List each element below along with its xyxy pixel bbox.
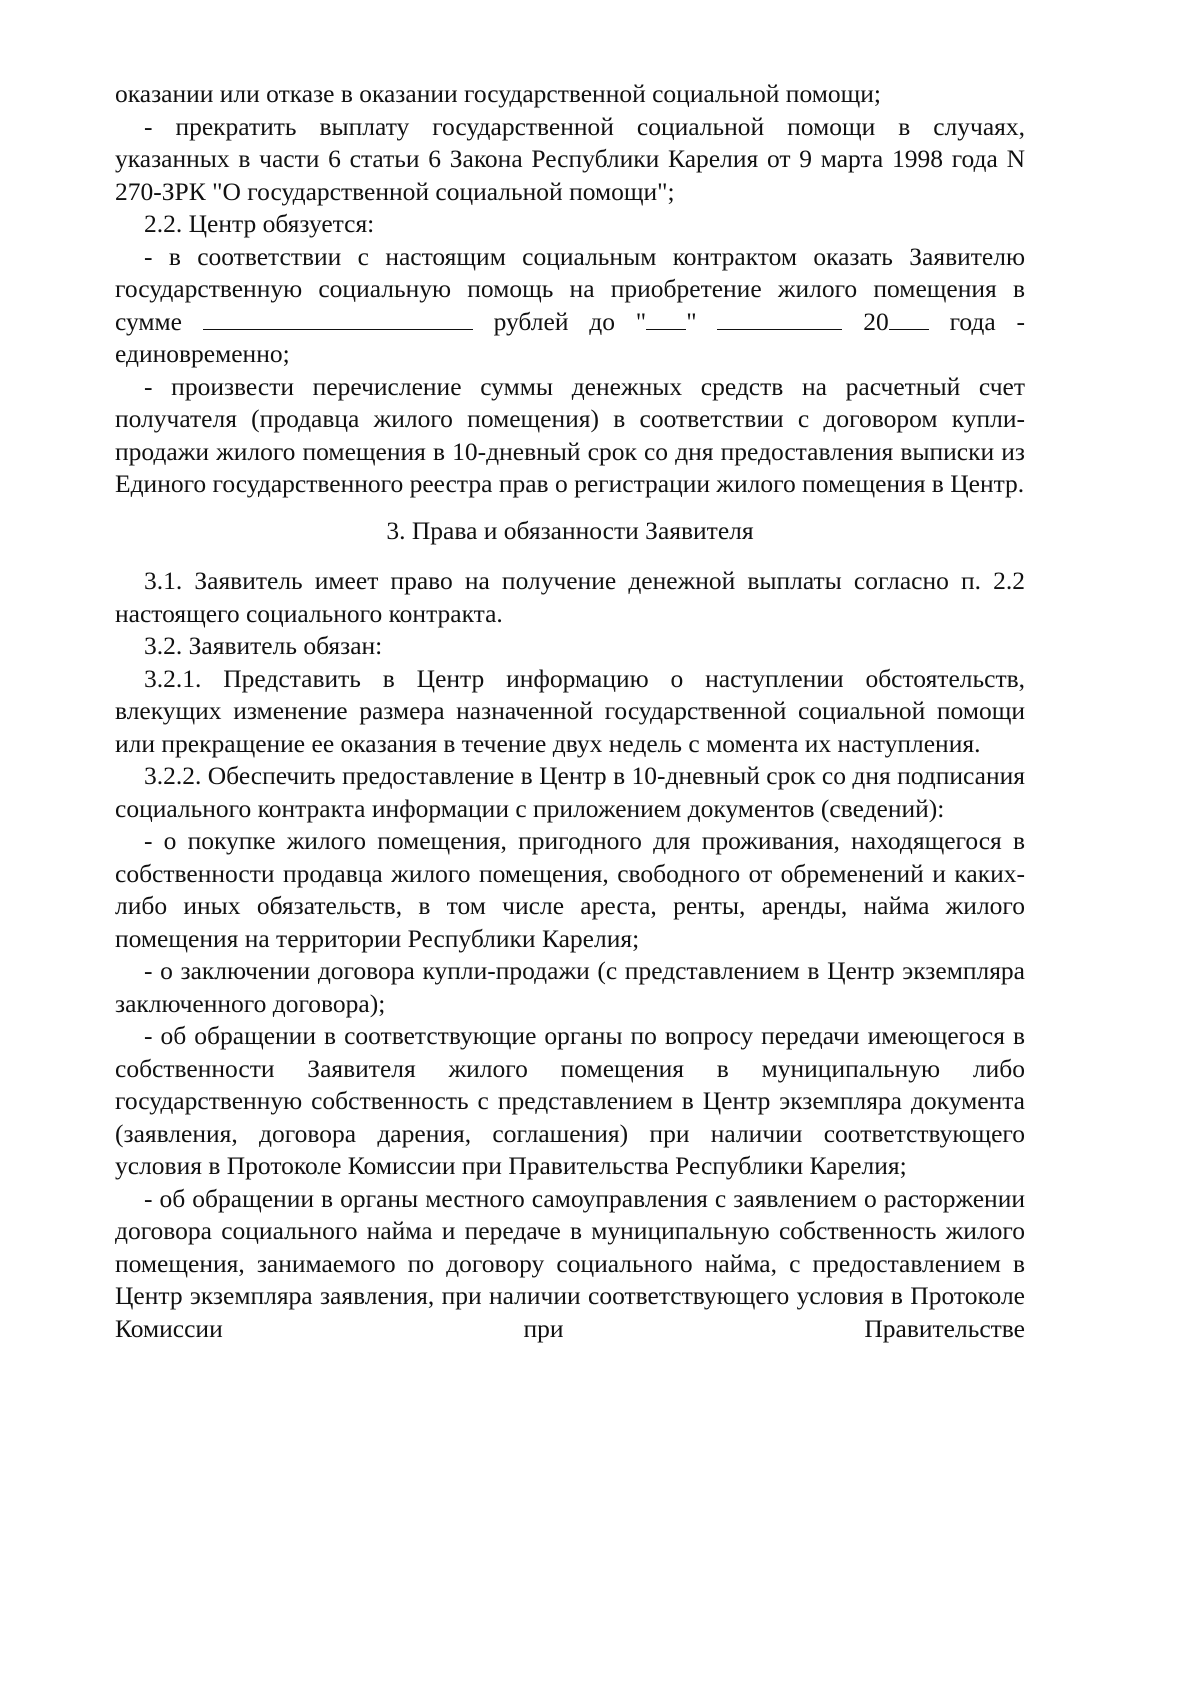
clause-3-2-1: 3.2.1. Представить в Центр информацию о наступлении обстоятельств, влекущих изменение размера назначенной государственной социальной помощи или прекращение ее оказания в течение двух недель с момента их наступления.	[115, 663, 1025, 758]
item-contract: - о заключении договора купли-продажи (с представлением в Центр экземпляра заключенного договора);	[115, 956, 1025, 1018]
clause-3-2-2: 3.2.2. Обеспечить предоставление в Центр в 10-дневный срок со дня подписания социального контракта информации с приложением документов (сведений):	[115, 761, 1025, 823]
item-purchase: - о покупке жилого помещения, пригодного для проживания, находящегося в собственности продавца жилого помещения, свободного от обременений и каких-либо иных обязательств, в том числе ареста, ренты, аренды, найма жилого помещения на территории Республики Карелия;	[115, 826, 1025, 953]
clause-3-1: 3.1. Заявитель имеет право на получение денежной выплаты согласно п. 2.2 настоящего социального контракта.	[115, 566, 1025, 628]
assistance-text: - в соответствии с настоящим социальным контрактом оказать Заявителю государственную социальную помощь на приобретение жилого помещения в сумме	[115, 241, 1025, 336]
rubles-until-text: рублей до "	[472, 306, 647, 336]
closing-quote-text: "	[686, 306, 697, 336]
month-blank-field	[717, 307, 842, 330]
sum-blank-field	[203, 307, 473, 330]
one-time-text: года - единовременно;	[115, 306, 1026, 368]
item-terminate-lease: - об обращении в органы местного самоуправления с заявлением о расторжении договора социального найма и передаче в муниципальную собственность жилого помещения, занимаемого по договору социального найма, с предоставлением в Центр экземпляра заявления, при наличии соответствующего условия в Протоколе Комиссии при Правительстве	[115, 1183, 1025, 1343]
paragraph-continuation: оказании или отказе в оказании государственной социальной помощи;	[115, 79, 881, 108]
section-heading-3: 3. Права и обязанности Заявителя	[386, 515, 754, 545]
year-blank-field	[889, 307, 929, 330]
clause-3-2: 3.2. Заявитель обязан:	[144, 631, 383, 660]
day-blank-field	[646, 307, 686, 330]
item-transfer-ownership: - об обращении в соответствующие органы по вопросу передачи имеющегося в собственности Заявителя жилого помещения в муниципальную либо государственную собственность с представлением в Центр экземпляра документа (заявления, договора дарения, соглашения) при наличии соответствующего условия в Протоколе Комиссии при Правительства Республики Карелия;	[115, 1021, 1025, 1180]
paragraph-transfer-funds: - произвести перечисление суммы денежных средств на расчетный счет получателя (продавца жилого помещения) в соответствии с договором купли-продажи жилого помещения в 10-дневный срок со дня предоставления выписки из Единого государственного реестра прав о регистрации жилого помещения в Центр.	[115, 371, 1025, 498]
year-prefix-text: 20	[842, 306, 889, 336]
clause-2-2: 2.2. Центр обязуется:	[144, 209, 375, 238]
paragraph-provide-assistance	[115, 241, 1025, 371]
paragraph-stop-payment: - прекратить выплату государственной социальной помощи в случаях, указанных в части 6 статьи 6 Закона Республики Карелия от 9 марта 1998 года N 270-ЗРК "О государственной социальной помощи";	[115, 111, 1025, 206]
document-page	[115, 78, 1025, 1345]
